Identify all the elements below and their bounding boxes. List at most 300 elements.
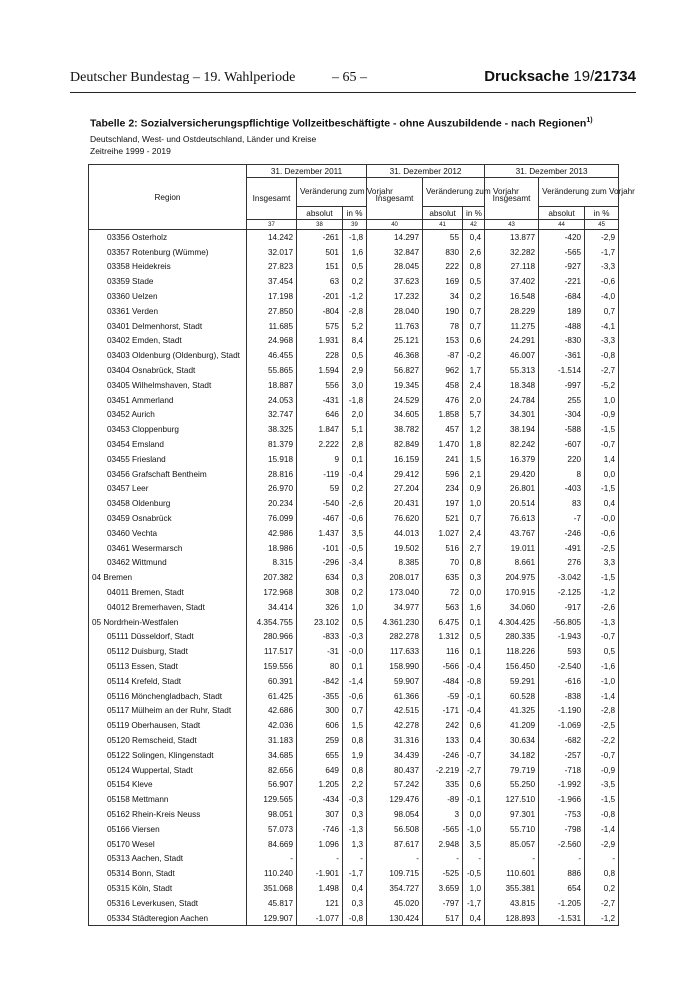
table-cell: -87 [423,348,463,363]
table-cell: 1.847 [297,422,343,437]
table-cell: -1.190 [539,704,585,719]
table-cell: 307 [297,807,343,822]
table-cell: 172.968 [247,585,297,600]
table-cell: 29.412 [367,467,423,482]
table-cell: 280.335 [485,630,539,645]
table-cell: 3,0 [343,378,367,393]
table-cell: 80.437 [367,763,423,778]
table-cell: -434 [297,792,343,807]
region-name: 03455 Friesland [89,452,247,467]
region-name: 05315 Köln, Stadt [89,881,247,896]
table-cell: 0,1 [343,452,367,467]
table-cell: 128.893 [485,911,539,926]
table-cell: 2.948 [423,837,463,852]
table-cell: 2,0 [343,408,367,423]
table-cell: -0,8 [343,911,367,926]
table-cell: -0,2 [463,348,485,363]
table-cell: -1.077 [297,911,343,926]
table-cell: -804 [297,304,343,319]
table-cell: -1,6 [585,659,619,674]
table-cell: 1,3 [343,837,367,852]
table-cell: 1.437 [297,526,343,541]
col-insgesamt-2012: Insgesamt [367,178,423,220]
table-cell: 280.966 [247,630,297,645]
table-row [89,777,619,792]
table-cell: 655 [297,748,343,763]
table-cell: 82.656 [247,763,297,778]
table-cell: -830 [539,334,585,349]
table-cell: 3,5 [463,837,485,852]
table-row [89,822,619,837]
table-cell: 501 [297,245,343,260]
table-cell: 34.605 [367,408,423,423]
table-cell: - [247,851,297,866]
table-cell: 0,4 [585,496,619,511]
table-cell: 24.291 [485,334,539,349]
col-index: 40 [367,220,423,230]
table-cell: 23.102 [297,615,343,630]
table-cell: -171 [423,704,463,719]
header-drucksache-label: Drucksache [484,68,570,85]
region-name: 03461 Wesermarsch [89,541,247,556]
table-cell: 37.402 [485,274,539,289]
table-cell: 300 [297,704,343,719]
table-row [89,807,619,822]
table-cell: 34.685 [247,748,297,763]
table-cell: -491 [539,541,585,556]
region-name: 05170 Wesel [89,837,247,852]
table-cell: -0,8 [463,674,485,689]
table-cell: -1,3 [585,615,619,630]
table-row [89,896,619,911]
col-region: Region [89,165,247,230]
table-cell: -1,7 [585,245,619,260]
table-cell: 153 [423,334,463,349]
table-cell: 6.475 [423,615,463,630]
table-cell: 0,3 [343,896,367,911]
region-name: 05120 Remscheid, Stadt [89,733,247,748]
region-name: 03404 Osnabrück, Stadt [89,363,247,378]
table-row [89,763,619,778]
table-cell: 0,4 [343,881,367,896]
table-cell: 1.858 [423,408,463,423]
col-absolut-2012: absolut [423,207,463,220]
table-cell: -0,0 [343,644,367,659]
table-cell: 0,3 [343,570,367,585]
table-cell: -1.966 [539,792,585,807]
table-row [89,422,619,437]
region-name: 05154 Kleve [89,777,247,792]
table-cell: 8.661 [485,556,539,571]
table-cell: -2,5 [585,541,619,556]
table-cell: 1.312 [423,630,463,645]
table-cell: 0,5 [585,644,619,659]
table-cell: 28.045 [367,260,423,275]
col-pct-2011: in % [343,207,367,220]
table-cell: 8,4 [343,334,367,349]
table-cell: 351.068 [247,881,297,896]
table-row [89,748,619,763]
table-cell: 133 [423,733,463,748]
table-cell: 110.240 [247,866,297,881]
table-cell: -1,5 [585,792,619,807]
table-cell: -0,8 [585,807,619,822]
table-cell: 9 [297,452,343,467]
table-cell: 84.669 [247,837,297,852]
table-cell: 8.385 [367,556,423,571]
table-cell: -403 [539,482,585,497]
table-cell: 0,4 [463,230,485,245]
table-cell: -2,7 [585,896,619,911]
table-cell: 649 [297,763,343,778]
table-cell: 3.659 [423,881,463,896]
region-name: 05116 Mönchengladbach, Stadt [89,689,247,704]
table-row [89,334,619,349]
table-cell: 308 [297,585,343,600]
table-cell: 42.036 [247,718,297,733]
region-name: 03458 Oldenburg [89,496,247,511]
table-cell: 29.420 [485,467,539,482]
table-cell: -0,5 [463,866,485,881]
table-cell: -2,8 [585,704,619,719]
region-name: 05119 Oberhausen, Stadt [89,718,247,733]
table-cell: 42.986 [247,526,297,541]
table-cell: 1.931 [297,334,343,349]
table-cell: 17.198 [247,289,297,304]
region-name: 03451 Ammerland [89,393,247,408]
table-cell: 593 [539,644,585,659]
table-cell: -0,6 [585,526,619,541]
table-cell: 0,5 [343,348,367,363]
table-row [89,304,619,319]
table-time-range: Zeitreihe 1999 - 2019 [90,146,171,156]
col-change-2011: Veränderung zum Vorjahr [297,178,367,207]
table-cell: 517 [423,911,463,926]
table-cell: -488 [539,319,585,334]
table-cell: -1.531 [539,911,585,926]
region-name: 03401 Delmenhorst, Stadt [89,319,247,334]
table-cell: 56.907 [247,777,297,792]
table-cell: -3,3 [585,260,619,275]
table-cell: -1.901 [297,866,343,881]
table-cell: 41.209 [485,718,539,733]
table-cell: -3,4 [343,556,367,571]
table-cell: -296 [297,556,343,571]
table-row [89,911,619,926]
table-cell: 4.354.755 [247,615,297,630]
region-name: 03361 Verden [89,304,247,319]
region-name: 03462 Wittmund [89,556,247,571]
table-cell: 80 [297,659,343,674]
table-cell: 151 [297,260,343,275]
table-row [89,378,619,393]
table-cell: -361 [539,348,585,363]
table-cell: -0,4 [463,659,485,674]
table-cell: 57.242 [367,777,423,792]
table-cell: 5,2 [343,319,367,334]
table-cell: 110.601 [485,866,539,881]
table-cell: 0,2 [463,289,485,304]
table-cell: 276 [539,556,585,571]
table-cell: 82.242 [485,437,539,452]
table-cell: 11.275 [485,319,539,334]
table-cell: -1,0 [463,822,485,837]
table-cell: 43.767 [485,526,539,541]
table-cell: 98.054 [367,807,423,822]
table-cell: 0,4 [463,733,485,748]
table-cell: -0,0 [585,511,619,526]
table-cell: 2,4 [463,526,485,541]
table-cell: 32.847 [367,245,423,260]
table-cell: 38.325 [247,422,297,437]
table-cell: 1,6 [463,600,485,615]
table-cell: 170.915 [485,585,539,600]
table-cell: 43.815 [485,896,539,911]
table-cell: 32.747 [247,408,297,423]
table-cell: 15.918 [247,452,297,467]
table-cell: -927 [539,260,585,275]
table-cell: 228 [297,348,343,363]
table-cell: 24.053 [247,393,297,408]
table-cell: -0,6 [343,689,367,704]
table-cell: 27.204 [367,482,423,497]
table-cell: 31.316 [367,733,423,748]
table-cell: 0,7 [343,704,367,719]
table-cell: -0,8 [585,348,619,363]
table-cell: -753 [539,807,585,822]
table-cell: 83 [539,496,585,511]
region-name: 05313 Aachen, Stadt [89,851,247,866]
table-cell: -540 [297,496,343,511]
table-row [89,496,619,511]
table-cell: -2,8 [343,304,367,319]
table-cell: 1.498 [297,881,343,896]
table-cell: 34.182 [485,748,539,763]
table-cell: 1,2 [463,422,485,437]
table-cell: 255 [539,393,585,408]
table-cell: -5,2 [585,378,619,393]
table-row [89,408,619,423]
table-cell: 56.827 [367,363,423,378]
table-cell: -2,6 [343,496,367,511]
table-cell: 830 [423,245,463,260]
table-cell: 24.968 [247,334,297,349]
table-cell: 63 [297,274,343,289]
table-cell: 117.517 [247,644,297,659]
table-cell: 0,5 [343,260,367,275]
table-cell: 458 [423,378,463,393]
table-cell: 46.368 [367,348,423,363]
table-cell: 1,0 [463,881,485,896]
table-row [89,644,619,659]
table-cell: -2.125 [539,585,585,600]
table-cell: - [367,851,423,866]
region-name: 04 Bremen [89,570,247,585]
table-cell: 0,0 [463,585,485,600]
table-title-text: Tabelle 2: Sozialversicherungspflichtige Vollzeitbeschäftigte - ohne Auszubildende - nach Regionen [90,117,587,130]
table-cell: 0,9 [463,482,485,497]
table-cell: 0,6 [463,718,485,733]
table-cell: -684 [539,289,585,304]
header-page-number: – 65 – [332,70,367,85]
table-cell: -0,7 [585,437,619,452]
table-cell: 76.099 [247,511,297,526]
table-row [89,733,619,748]
table-cell: 42.686 [247,704,297,719]
table-cell: -1.069 [539,718,585,733]
table-cell: -0,4 [463,704,485,719]
table-row [89,630,619,645]
table-cell: 197 [423,496,463,511]
table-row [89,585,619,600]
table-cell: -31 [297,644,343,659]
table-cell: 0,6 [463,777,485,792]
table-cell: -1,2 [585,911,619,926]
header-drucksache-num-b: 21734 [594,68,636,85]
table-cell: 55 [423,230,463,245]
table-cell: 457 [423,422,463,437]
table-row [89,866,619,881]
table-cell: 0,6 [463,334,485,349]
region-name: 03360 Uelzen [89,289,247,304]
table-cell: 354.727 [367,881,423,896]
table-row [89,437,619,452]
table-cell: 476 [423,393,463,408]
table-cell: 2,8 [343,437,367,452]
table-cell: 2.222 [297,437,343,452]
table-cell: -1,5 [585,570,619,585]
table-cell: 0,0 [463,807,485,822]
table-cell: 19.011 [485,541,539,556]
table-cell: 208.017 [367,570,423,585]
table-cell: 18.348 [485,378,539,393]
table-cell: 24.784 [485,393,539,408]
table-cell: 521 [423,511,463,526]
table-cell: 2,1 [463,467,485,482]
header-drucksache-num-a: 19/ [573,68,595,85]
table-cell: 0,5 [463,630,485,645]
table-row [89,245,619,260]
table-cell: -1,4 [585,689,619,704]
table-cell: 16.379 [485,452,539,467]
table-cell: 1,5 [463,452,485,467]
table-cell: 169 [423,274,463,289]
table-cell: 1.594 [297,363,343,378]
table-row [89,718,619,733]
region-name: 05122 Solingen, Klingenstadt [89,748,247,763]
table-cell: -0,3 [343,630,367,645]
table-cell: 19.345 [367,378,423,393]
table-cell: 516 [423,541,463,556]
table-cell: 2,9 [343,363,367,378]
table-title-footnote: 1) [586,117,593,124]
region-name: 03456 Grafschaft Bentheim [89,467,247,482]
table-cell: 11.685 [247,319,297,334]
table-cell: 259 [297,733,343,748]
table-cell: 26.801 [485,482,539,497]
region-name: 05112 Duisburg, Stadt [89,644,247,659]
table-cell: 241 [423,452,463,467]
table-cell: 222 [423,260,463,275]
region-name: 05158 Mettmann [89,792,247,807]
table-row [89,881,619,896]
table-cell: 30.634 [485,733,539,748]
table-cell: 0,8 [343,733,367,748]
table-cell: 130.424 [367,911,423,926]
table-cell: 0,8 [585,866,619,881]
table-cell: 556 [297,378,343,393]
table-cell: 326 [297,600,343,615]
table-cell: 45.817 [247,896,297,911]
table-cell: 76.620 [367,511,423,526]
table-cell: -833 [297,630,343,645]
table-row [89,659,619,674]
table-cell: 78 [423,319,463,334]
table-cell: 1,5 [343,718,367,733]
table-cell: -0,1 [463,689,485,704]
table-cell: 0,7 [585,304,619,319]
table-cell: 28.040 [367,304,423,319]
table-cell: -842 [297,674,343,689]
table-cell: 79.719 [485,763,539,778]
table-row [89,260,619,275]
table-cell: 20.431 [367,496,423,511]
table-cell: -566 [423,659,463,674]
table-cell: -431 [297,393,343,408]
table-cell: 886 [539,866,585,881]
table-cell: -0,7 [585,748,619,763]
region-name: 03359 Stade [89,274,247,289]
table-cell: -3,3 [585,334,619,349]
table-cell: 37.623 [367,274,423,289]
table-cell: 34 [423,289,463,304]
table-cell: -1,7 [343,866,367,881]
table-cell: 0,8 [343,763,367,778]
table-row [89,467,619,482]
table-cell: 76.613 [485,511,539,526]
table-cell: -838 [539,689,585,704]
table-cell: 121 [297,896,343,911]
region-name: 03452 Aurich [89,408,247,423]
table-cell: 335 [423,777,463,792]
table-cell: 355.381 [485,881,539,896]
table-cell: 27.850 [247,304,297,319]
table-row [89,556,619,571]
table-cell: -588 [539,422,585,437]
table-cell: - [343,851,367,866]
table-cell: 87.617 [367,837,423,852]
table-cell: 0,0 [585,467,619,482]
table-cell: 5,7 [463,408,485,423]
col-year-2013: 31. Dezember 2013 [485,165,619,178]
table-cell: 0,5 [463,274,485,289]
table-cell: 0,3 [343,807,367,822]
table-cell: -2,5 [585,718,619,733]
table-cell: -1,2 [343,289,367,304]
table-cell: 61.366 [367,689,423,704]
table-row [89,348,619,363]
table-cell: 55.865 [247,363,297,378]
table-cell: 127.510 [485,792,539,807]
table-cell: 60.528 [485,689,539,704]
table-cell: 57.073 [247,822,297,837]
region-name: 05113 Essen, Stadt [89,659,247,674]
table-cell: -59 [423,689,463,704]
table-cell: 55.313 [485,363,539,378]
table-cell: -355 [297,689,343,704]
region-name: 03405 Wilhelmshaven, Stadt [89,378,247,393]
table-cell: -2,6 [585,600,619,615]
